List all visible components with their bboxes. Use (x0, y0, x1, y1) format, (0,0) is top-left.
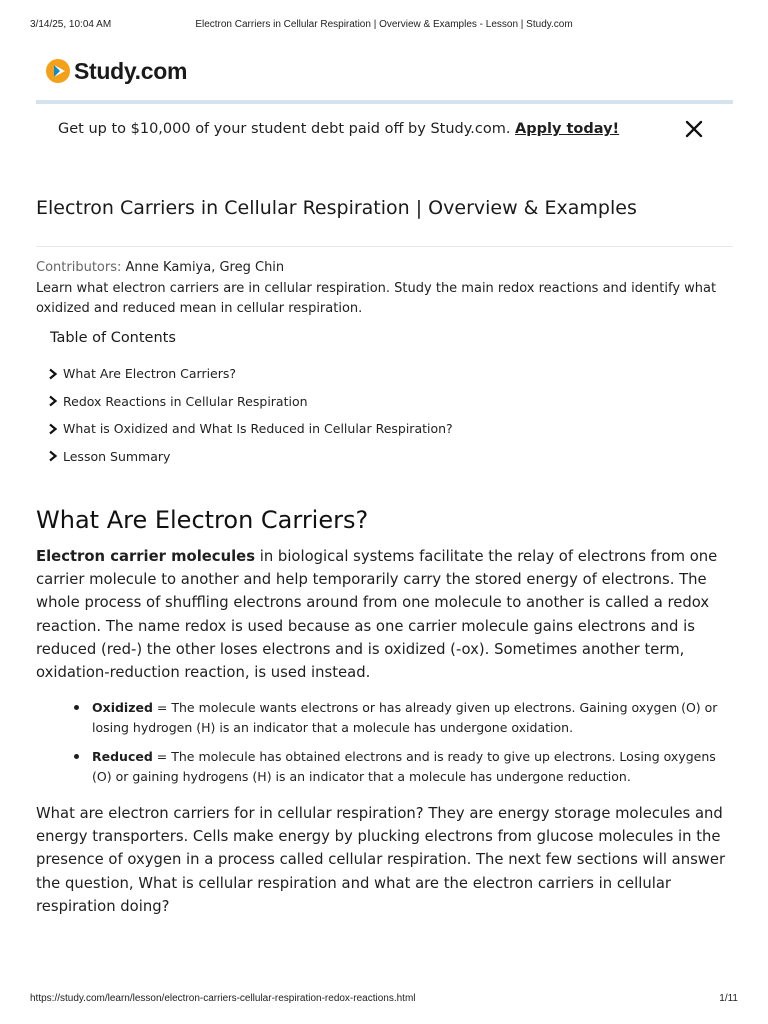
contributors-names: Anne Kamiya, Greg Chin (125, 260, 285, 275)
lesson-summary: Learn what electron carriers are in cellular respiration. Study the main redox reactions and identify what oxidized and reduced mean in cellular respiration. (36, 281, 717, 316)
toc-item[interactable] (48, 443, 453, 471)
key-term: Electron carrier molecules (36, 548, 256, 565)
bullet-icon (74, 705, 79, 710)
promo-text: Get up to $10,000 of your student debt paid off by Study.com. (58, 121, 511, 137)
toc-heading: Table of Contents (50, 330, 176, 346)
print-url: https://study.com/learn/lesson/electron-carriers-cellular-respiration-redox-reactions.html (30, 993, 416, 1004)
contributors-line (36, 260, 284, 275)
print-page-title: Electron Carriers in Cellular Respiration | Overview & Examples - Lesson | Study.com (195, 19, 573, 30)
toc-item[interactable] (48, 360, 453, 388)
contributors-label: Contributors: (36, 260, 122, 275)
bullet-icon (74, 754, 79, 759)
definition-term: Oxidized (92, 700, 153, 715)
study-com-logo[interactable] (46, 58, 187, 84)
logo-wordmark: Study.com (74, 57, 188, 84)
list-item (73, 698, 738, 738)
title-divider (36, 246, 733, 247)
toc-item-label: Lesson Summary (63, 448, 171, 464)
toc-item[interactable] (48, 388, 453, 416)
intro-paragraph-text: in biological systems facilitate the relay of electrons from one carrier molecule to another and help temporarily carry the stored energy of electrons. The whole process of shuffling electrons around from one molecule to another is called a redox reaction. The name redox is used because as one carrier molecule gains electrons and is reduced (red-) the other loses electrons and is oxidized (-ox). Sometimes another term, oxidation-reduction reaction, is used instead. (36, 548, 718, 682)
toc-item-label: Redox Reactions in Cellular Respiration (63, 393, 308, 409)
print-header (30, 19, 738, 33)
body-paragraph: What are electron carriers for in cellular respiration? They are energy storage molecules and energy transporters. Cells make energy by plucking electrons from glucose molecules in the presence of oxygen in a process called cellular respiration. The next few sections will answer the question, What is cellular respiration and what are the electron carriers in cellular respiration doing? (36, 805, 726, 915)
header-divider (36, 100, 733, 104)
print-footer (30, 993, 738, 1007)
play-logo-icon (46, 59, 70, 83)
toc-item[interactable] (48, 415, 453, 443)
close-icon[interactable] (683, 118, 705, 140)
table-of-contents (48, 360, 453, 470)
definition-list (73, 698, 738, 796)
chevron-right-icon (48, 423, 58, 435)
section-heading: What Are Electron Carriers? (36, 506, 369, 534)
chevron-right-icon (48, 395, 58, 407)
page-title: Electron Carriers in Cellular Respiration | Overview & Examples (36, 197, 637, 219)
chevron-right-icon (48, 368, 58, 380)
promo-banner (58, 121, 619, 137)
apply-today-link[interactable]: Apply today! (515, 121, 620, 137)
definition-text: = The molecule has obtained electrons and is ready to give up electrons. Losing oxygens (O) or gaining hydrogens (H) is an indicator that a molecule has undergone reduction. (92, 749, 716, 784)
definition-text: = The molecule wants electrons or has already given up electrons. Gaining oxygen (O) or losing hydrogen (H) is an indicator that a molecule has undergone oxidation. (92, 700, 718, 735)
toc-item-label: What is Oxidized and What Is Reduced in Cellular Respiration? (63, 421, 453, 437)
page-number: 1/11 (719, 993, 738, 1004)
definition-term: Reduced (92, 749, 153, 764)
list-item (73, 747, 738, 787)
chevron-right-icon (48, 450, 58, 462)
print-date: 3/14/25, 10:04 AM (30, 19, 112, 30)
toc-item-label: What Are Electron Carriers? (63, 366, 237, 382)
intro-paragraph (36, 545, 736, 684)
